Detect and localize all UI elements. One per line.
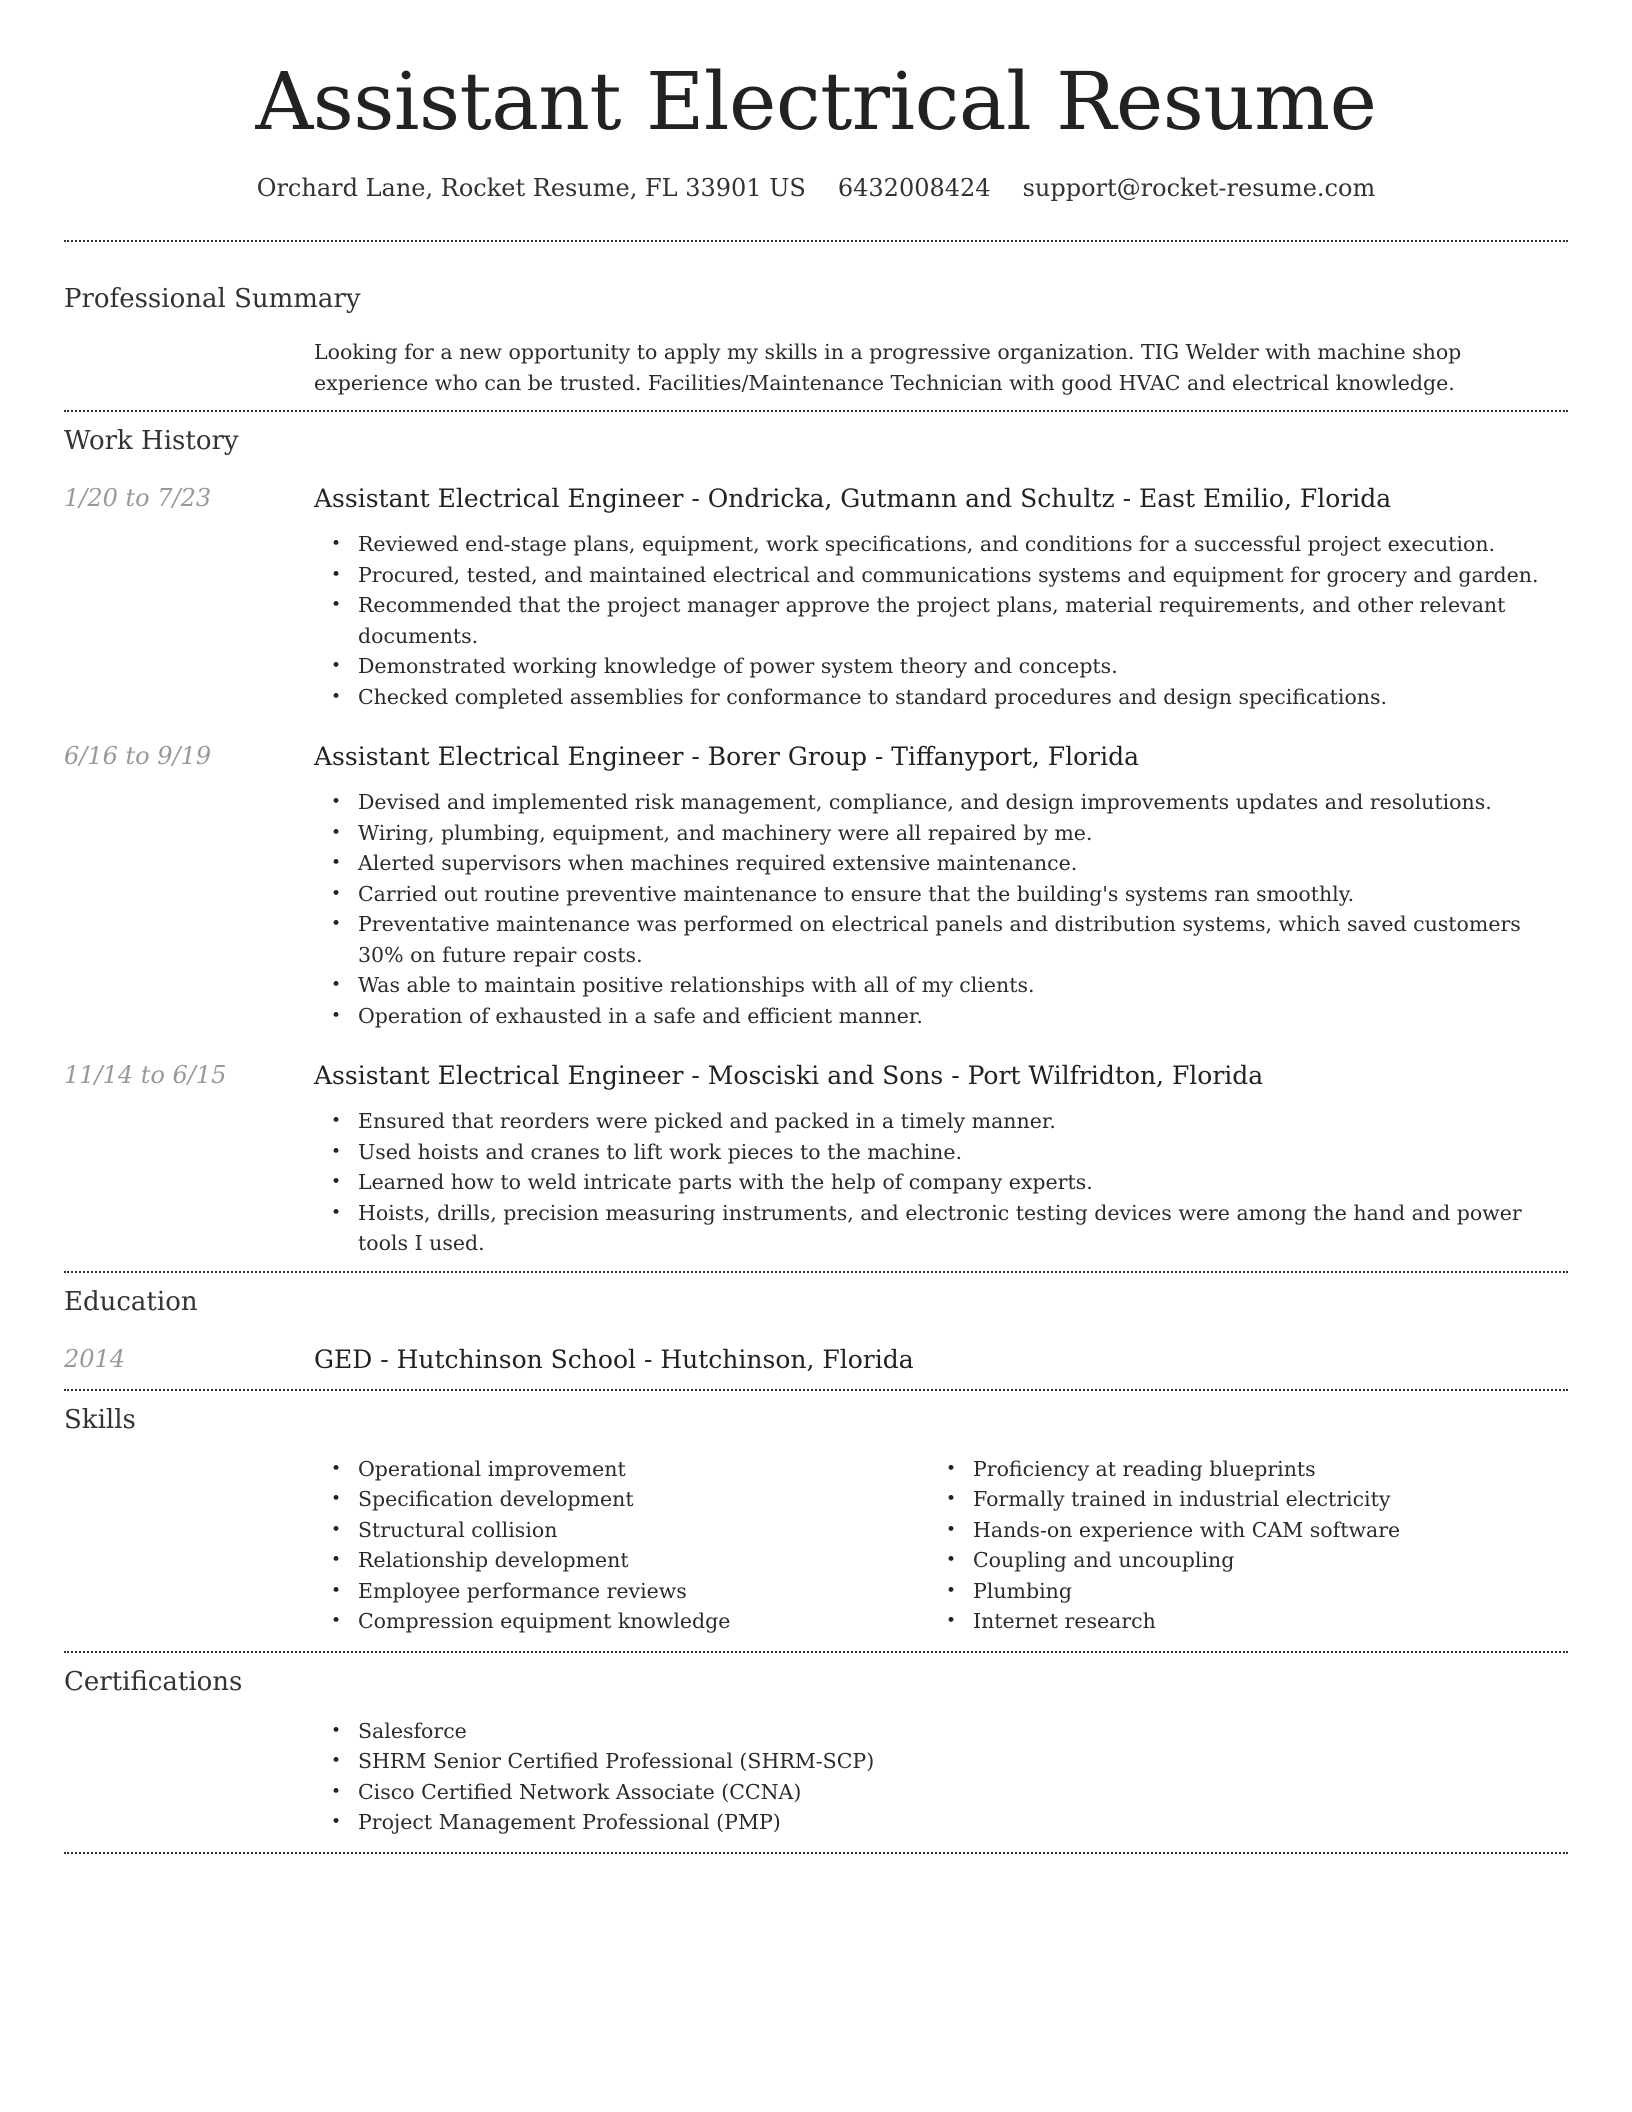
list-item: • Plumbing bbox=[973, 1576, 1568, 1607]
contact-address: Orchard Lane, Rocket Resume, FL 33901 US bbox=[256, 174, 806, 202]
list-item: • Was able to maintain positive relationships with all of my clients. bbox=[358, 970, 1568, 1001]
education-entry bbox=[64, 1343, 1568, 1377]
section-heading-summary: Professional Summary bbox=[64, 284, 361, 314]
job-dates: 1/20 to 7/23 bbox=[64, 484, 212, 512]
divider bbox=[64, 1271, 1568, 1273]
contact-line bbox=[64, 172, 1568, 204]
divider bbox=[64, 1852, 1568, 1854]
job-bullets bbox=[314, 787, 1568, 1031]
job-entry bbox=[64, 482, 1568, 712]
work-history-section bbox=[64, 424, 1568, 1259]
list-item: • Checked completed assemblies for conformance to standard procedures and design specifications. bbox=[358, 682, 1568, 713]
job-bullets bbox=[314, 1106, 1568, 1259]
list-item: • Wiring, plumbing, equipment, and machinery were all repaired by me. bbox=[358, 818, 1568, 849]
job-title: Assistant Electrical Engineer - Borer Group - Tiffanyport, Florida bbox=[314, 742, 1140, 771]
divider bbox=[64, 1389, 1568, 1391]
list-item: • Cisco Certified Network Associate (CCNA) bbox=[358, 1777, 1568, 1808]
job-title: Assistant Electrical Engineer - Ondricka, Gutmann and Schultz - East Emilio, Florida bbox=[314, 484, 1392, 513]
contact-phone: 6432008424 bbox=[837, 174, 991, 202]
list-item: • Procured, tested, and maintained electrical and communications systems and equipment for grocery and garden. bbox=[358, 560, 1568, 591]
section-heading-education: Education bbox=[64, 1286, 198, 1317]
list-item: • Alerted supervisors when machines required extensive maintenance. bbox=[358, 848, 1568, 879]
list-item: • Proficiency at reading blueprints bbox=[973, 1454, 1568, 1485]
section-heading-work: Work History bbox=[64, 426, 239, 456]
list-item: • Compression equipment knowledge bbox=[358, 1606, 929, 1637]
list-item: • Coupling and uncoupling bbox=[973, 1545, 1568, 1576]
resume-title: Assistant Electrical Resume bbox=[255, 55, 1377, 148]
list-item: • Employee performance reviews bbox=[358, 1576, 929, 1607]
job-dates: 6/16 to 9/19 bbox=[64, 742, 212, 770]
summary-text: Looking for a new opportunity to apply my skills in a progressive organization. TIG Welder with machine shop experience who can be trusted. Facilities/Maintenance Technician with good HVAC and electrical knowledge. bbox=[314, 340, 1462, 395]
list-item: • SHRM Senior Certified Professional (SHRM-SCP) bbox=[358, 1746, 1568, 1777]
list-item: • Preventative maintenance was performed on electrical panels and distribution systems, which saved customers 30% on future repair costs. bbox=[358, 909, 1568, 970]
list-item: • Project Management Professional (PMP) bbox=[358, 1807, 1568, 1838]
job-entry bbox=[64, 740, 1568, 1031]
divider bbox=[64, 410, 1568, 412]
divider bbox=[64, 240, 1568, 242]
list-item: • Demonstrated working knowledge of power system theory and concepts. bbox=[358, 651, 1568, 682]
education-section bbox=[64, 1285, 1568, 1377]
list-item: • Operation of exhausted in a safe and efficient manner. bbox=[358, 1001, 1568, 1032]
divider bbox=[64, 1651, 1568, 1653]
list-item: • Used hoists and cranes to lift work pieces to the machine. bbox=[358, 1137, 1568, 1168]
education-degree: GED - Hutchinson School - Hutchinson, Florida bbox=[314, 1344, 914, 1374]
list-item: • Recommended that the project manager approve the project plans, material requirements, and other relevant documents. bbox=[358, 590, 1568, 651]
list-item: • Specification development bbox=[358, 1484, 929, 1515]
job-dates: 11/14 to 6/15 bbox=[64, 1061, 227, 1089]
job-entry bbox=[64, 1059, 1568, 1259]
list-item: • Formally trained in industrial electricity bbox=[973, 1484, 1568, 1515]
job-bullets bbox=[314, 529, 1568, 712]
list-item: • Reviewed end-stage plans, equipment, work specifications, and conditions for a successful project execution. bbox=[358, 529, 1568, 560]
list-item: • Hands-on experience with CAM software bbox=[973, 1515, 1568, 1546]
list-item: • Relationship development bbox=[358, 1545, 929, 1576]
skills-list-right bbox=[929, 1454, 1568, 1637]
skills-list-left bbox=[314, 1454, 929, 1637]
list-item: • Operational improvement bbox=[358, 1454, 929, 1485]
contact-email: support@rocket-resume.com bbox=[1022, 174, 1376, 202]
list-item: • Salesforce bbox=[358, 1716, 1568, 1747]
summary-section bbox=[64, 282, 1568, 398]
certifications-list bbox=[314, 1716, 1568, 1838]
education-year: 2014 bbox=[64, 1344, 126, 1373]
skills-section bbox=[64, 1403, 1568, 1637]
list-item: • Devised and implemented risk management, compliance, and design improvements updates and resolutions. bbox=[358, 787, 1568, 818]
list-item: • Hoists, drills, precision measuring instruments, and electronic testing devices were among the hand and power tools I used. bbox=[358, 1198, 1568, 1259]
list-item: • Internet research bbox=[973, 1606, 1568, 1637]
section-heading-skills: Skills bbox=[64, 1404, 136, 1435]
list-item: • Learned how to weld intricate parts with the help of company experts. bbox=[358, 1167, 1568, 1198]
list-item: • Structural collision bbox=[358, 1515, 929, 1546]
certifications-section bbox=[64, 1665, 1568, 1838]
section-heading-certifications: Certifications bbox=[64, 1666, 243, 1697]
list-item: • Carried out routine preventive maintenance to ensure that the building's systems ran smoothly. bbox=[358, 879, 1568, 910]
list-item: • Ensured that reorders were picked and packed in a timely manner. bbox=[358, 1106, 1568, 1137]
job-title: Assistant Electrical Engineer - Mosciski and Sons - Port Wilfridton, Florida bbox=[314, 1061, 1264, 1090]
